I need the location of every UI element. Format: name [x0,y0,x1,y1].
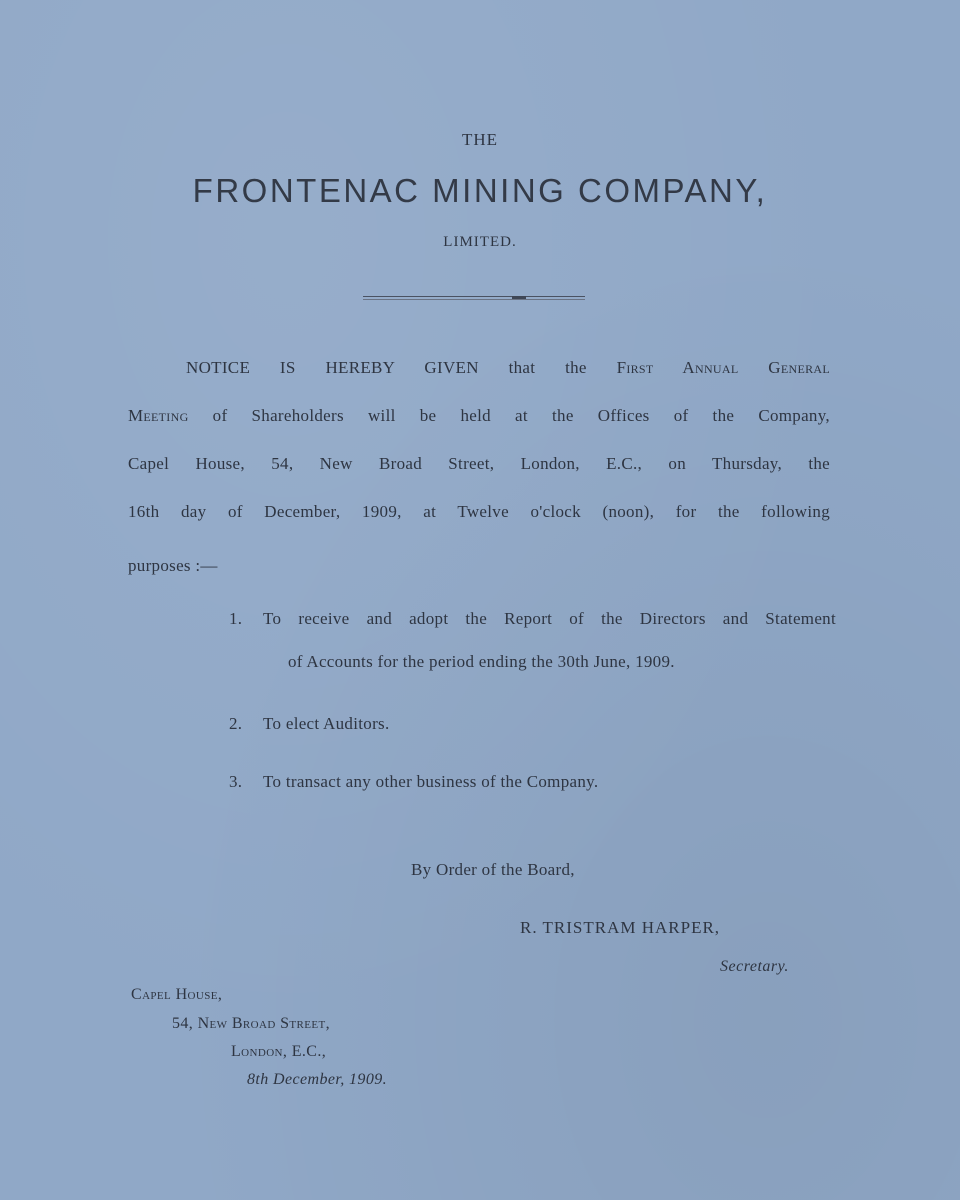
address-line-1: Capel House, [131,986,223,1003]
agenda-item-3-text: To transact any other business of the Company. [263,772,599,791]
address-line-3: London, E.C., [231,1043,327,1060]
secretary-title: Secretary. [720,958,789,975]
secretary-name: R. TRISTRAM HARPER, [520,918,721,937]
notice-line-1-text: NOTICE IS HEREBY GIVEN that the [186,358,587,377]
notice-meeting-title-a: First Annual General [616,358,830,377]
notice-line-5: purposes :— [128,556,218,575]
agenda-item-1-continued: of Accounts for the period ending the 30th June, 1909. [288,652,675,671]
agenda-item-1-number: 1. [229,609,243,628]
divider-rule-lower [363,299,585,300]
by-order-line: By Order of the Board, [411,860,575,879]
agenda-item-2-text: To elect Auditors. [263,714,390,733]
agenda-item-1 [229,609,836,629]
notice-line-3: Capel House, 54, New Broad Street, London, E.C., on Thursday, the [128,454,830,473]
address-line-2: 54, New Broad Street, [172,1015,331,1032]
agenda-item-3-number: 3. [229,772,243,791]
notice-line-1 [186,358,830,378]
header-limited: LIMITED. [443,234,517,250]
notice-line-2 [128,406,830,426]
agenda-item-2 [229,714,390,734]
notice-date: 8th December, 1909. [247,1071,388,1088]
notice-meeting-title-b: Meeting [128,406,189,425]
notice-line-2-text: of Shareholders will be held at the Offices of the Company, [212,406,830,425]
agenda-item-3 [229,772,598,792]
agenda-item-2-number: 2. [229,714,243,733]
divider-rule [363,296,585,297]
header-the: THE [461,130,499,149]
company-name: FRONTENAC MINING COMPANY, [192,172,768,209]
divider-ornament [512,296,526,299]
agenda-item-1-text: To receive and adopt the Report of the Directors and Statement [263,609,836,628]
notice-line-4: 16th day of December, 1909, at Twelve o'clock (noon), for the following [128,502,830,521]
